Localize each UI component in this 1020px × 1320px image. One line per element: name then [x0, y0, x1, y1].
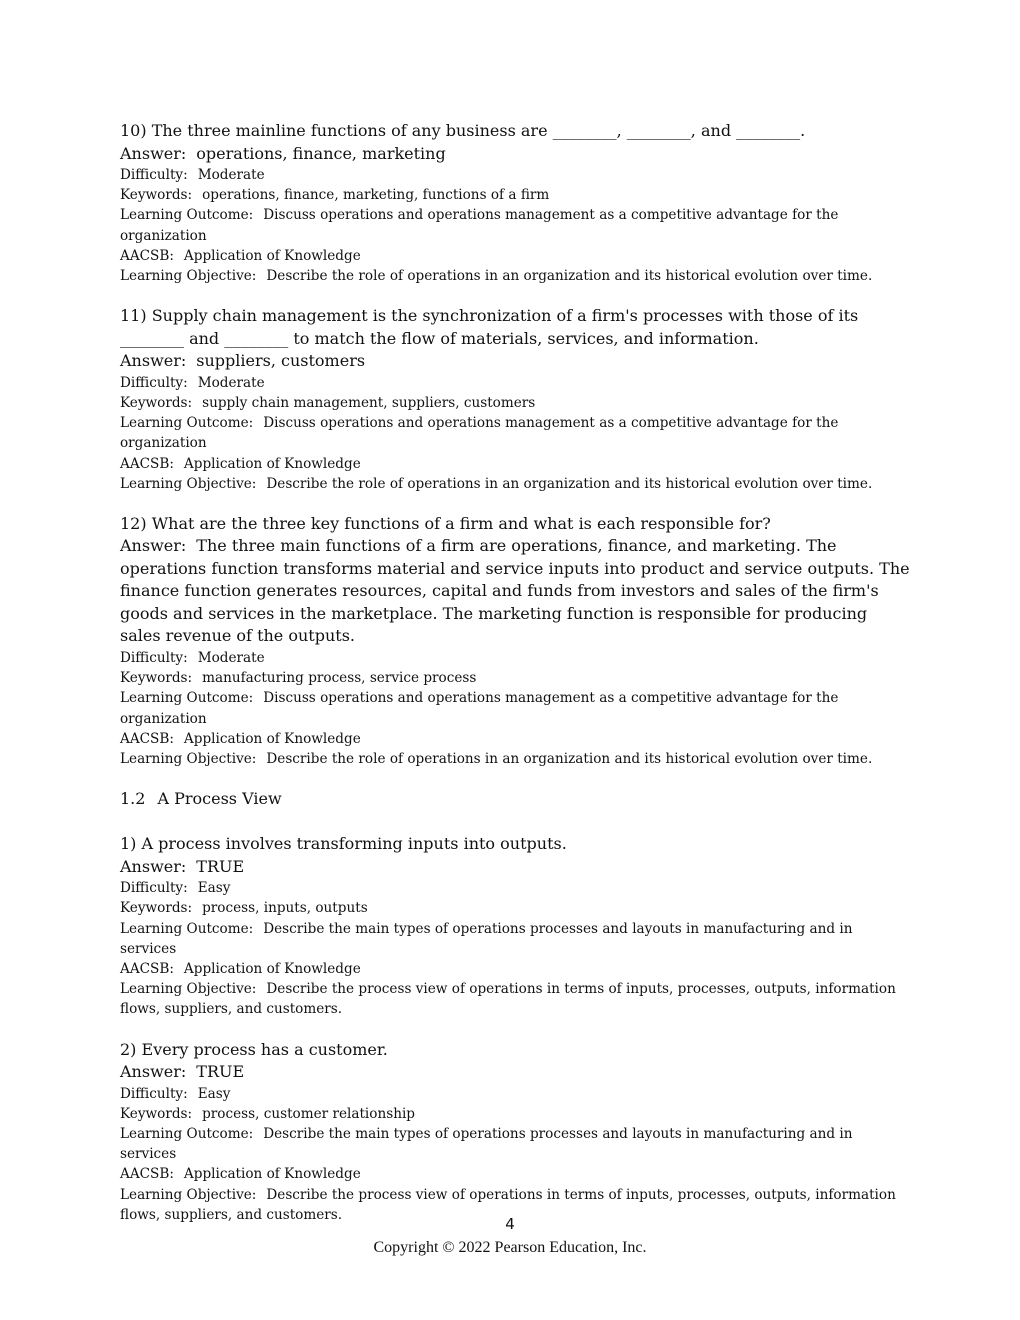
difficulty-label: Difficulty: — [120, 167, 188, 183]
learning-objective-value: Describe the role of operations in an organization and its historical evolution over time. — [266, 475, 873, 492]
keywords-label: Keywords: — [120, 1105, 193, 1122]
learning-outcome — [120, 413, 910, 453]
aacsb-value: Application of Knowledge — [183, 455, 361, 472]
learning-objective — [120, 474, 910, 494]
learning-objective-value: Describe the role of operations in an organization and its historical evolution over time. — [266, 750, 873, 767]
question-text: 2) Every process has a customer. — [120, 1039, 388, 1059]
question-text: 1) A process involves transforming inputs into outputs. — [120, 834, 567, 854]
learning-objective-label: Learning Objective: — [120, 1186, 257, 1203]
answer-label: Answer: — [120, 143, 187, 163]
learning-outcome-value: Discuss operations and operations management as a competitive advantage for the organization — [120, 207, 839, 244]
answer — [120, 535, 910, 648]
question-block — [120, 1039, 910, 1225]
answer — [120, 143, 910, 166]
learning-objective-label: Learning Objective: — [120, 750, 257, 767]
learning-outcome-label: Learning Outcome: — [120, 920, 254, 937]
keywords-value: supply chain management, suppliers, customers — [202, 394, 536, 411]
question-block — [120, 513, 910, 769]
learning-objective-label: Learning Objective: — [120, 475, 257, 492]
keywords-label: Keywords: — [120, 670, 193, 687]
learning-objective — [120, 749, 910, 769]
answer-label: Answer: — [120, 351, 187, 371]
answer — [120, 350, 910, 373]
keywords-value: manufacturing process, service process — [202, 670, 477, 687]
learning-objective-value: Describe the process view of operations in terms of inputs, processes, outputs, information flows, suppliers, and customers. — [120, 981, 896, 1018]
difficulty — [120, 1084, 910, 1104]
learning-objective-value: Describe the process view of operations in terms of inputs, processes, outputs, information flows, suppliers, and customers. — [120, 1186, 896, 1223]
difficulty-label: Difficulty: — [120, 1085, 188, 1102]
answer-value: suppliers, customers — [196, 351, 366, 371]
aacsb — [120, 1164, 910, 1184]
keywords — [120, 185, 910, 205]
aacsb-label: AACSB: — [120, 730, 174, 747]
difficulty-label: Difficulty: — [120, 880, 188, 897]
keywords-label: Keywords: — [120, 394, 193, 411]
difficulty — [120, 373, 910, 393]
keywords-label: Keywords: — [120, 187, 193, 204]
learning-outcome — [120, 919, 910, 959]
learning-outcome-value: Describe the main types of operations processes and layouts in manufacturing and in services — [120, 1125, 853, 1163]
answer-value: operations, finance, marketing — [196, 143, 446, 163]
section-title: A Process View — [157, 789, 282, 809]
keywords-value: process, customer relationship — [202, 1105, 416, 1122]
copyright-notice: Copyright © 2022 Pearson Education, Inc. — [373, 1239, 647, 1256]
aacsb-value: Application of Knowledge — [183, 960, 361, 977]
answer — [120, 1061, 910, 1084]
learning-outcome-value: Discuss operations and operations management as a competitive advantage for the organization — [120, 690, 839, 727]
page-number: 4 — [505, 1215, 515, 1233]
learning-objective-label: Learning Objective: — [120, 268, 257, 285]
aacsb — [120, 729, 910, 749]
answer-value: TRUE — [196, 856, 245, 876]
aacsb-value: Application of Knowledge — [183, 247, 361, 264]
learning-outcome — [120, 1124, 910, 1164]
difficulty-label: Difficulty: — [120, 649, 188, 666]
learning-outcome-label: Learning Outcome: — [120, 207, 254, 224]
keywords — [120, 898, 910, 918]
answer — [120, 856, 910, 879]
learning-outcome — [120, 205, 910, 245]
difficulty-value: Easy — [197, 880, 231, 897]
difficulty — [120, 648, 910, 668]
answer-label: Answer: — [120, 856, 187, 876]
keywords-value: operations, finance, marketing, functions of a firm — [202, 187, 550, 204]
aacsb-label: AACSB: — [120, 455, 174, 472]
difficulty-value: Moderate — [197, 374, 265, 391]
answer-label: Answer: — [120, 536, 187, 556]
question-text: 10) The three mainline functions of any business are ________, ________, and ________. — [120, 121, 806, 140]
learning-outcome-label: Learning Outcome: — [120, 690, 254, 707]
question-block — [120, 305, 910, 494]
learning-outcome-label: Learning Outcome: — [120, 415, 254, 432]
question-text: 12) What are the three key functions of a firm and what is each responsible for? — [120, 513, 771, 533]
keywords-value: process, inputs, outputs — [202, 900, 368, 917]
aacsb — [120, 246, 910, 266]
difficulty-label: Difficulty: — [120, 374, 188, 391]
answer-value: The three main functions of a firm are operations, finance, and marketing. The operations function transforms material and service inputs into product and service outputs. The finance function generates resources, capital and funds from investors and sales of the firm's goods and services in the marketplace. The marketing function is responsible for producing sales revenue of the outputs. — [120, 536, 910, 646]
section-number: 1.2 — [120, 789, 146, 809]
aacsb-label: AACSB: — [120, 247, 174, 264]
learning-objective — [120, 979, 910, 1019]
answer-value: TRUE — [196, 1062, 245, 1082]
difficulty-value: Moderate — [197, 649, 265, 666]
aacsb — [120, 959, 910, 979]
learning-outcome-value: Describe the main types of operations processes and layouts in manufacturing and in services — [120, 920, 853, 957]
section-heading — [120, 788, 910, 810]
learning-outcome — [120, 688, 910, 728]
learning-objective-label: Learning Objective: — [120, 981, 257, 998]
difficulty — [120, 878, 910, 898]
aacsb-value: Application of Knowledge — [183, 1166, 361, 1183]
question-block — [120, 120, 910, 286]
aacsb — [120, 454, 910, 474]
difficulty — [120, 165, 910, 185]
learning-objective — [120, 266, 910, 286]
question-block — [120, 833, 910, 1019]
aacsb-value: Application of Knowledge — [183, 730, 361, 747]
question-text: 11) Supply chain management is the synchronization of a firm's processes with those of its ________ and ________ to match the flow of materials, services, and information. — [120, 306, 859, 348]
document-body — [120, 120, 910, 1244]
difficulty-value: Moderate — [197, 167, 265, 183]
aacsb-label: AACSB: — [120, 1166, 174, 1183]
keywords — [120, 393, 910, 413]
difficulty-value: Easy — [197, 1085, 231, 1102]
aacsb-label: AACSB: — [120, 960, 174, 977]
keywords — [120, 668, 910, 688]
learning-outcome-label: Learning Outcome: — [120, 1125, 254, 1142]
learning-objective-value: Describe the role of operations in an organization and its historical evolution over time. — [266, 268, 873, 285]
learning-outcome-value: Discuss operations and operations management as a competitive advantage for the organization — [120, 415, 839, 452]
keywords — [120, 1104, 910, 1124]
keywords-label: Keywords: — [120, 900, 193, 917]
answer-label: Answer: — [120, 1062, 187, 1082]
